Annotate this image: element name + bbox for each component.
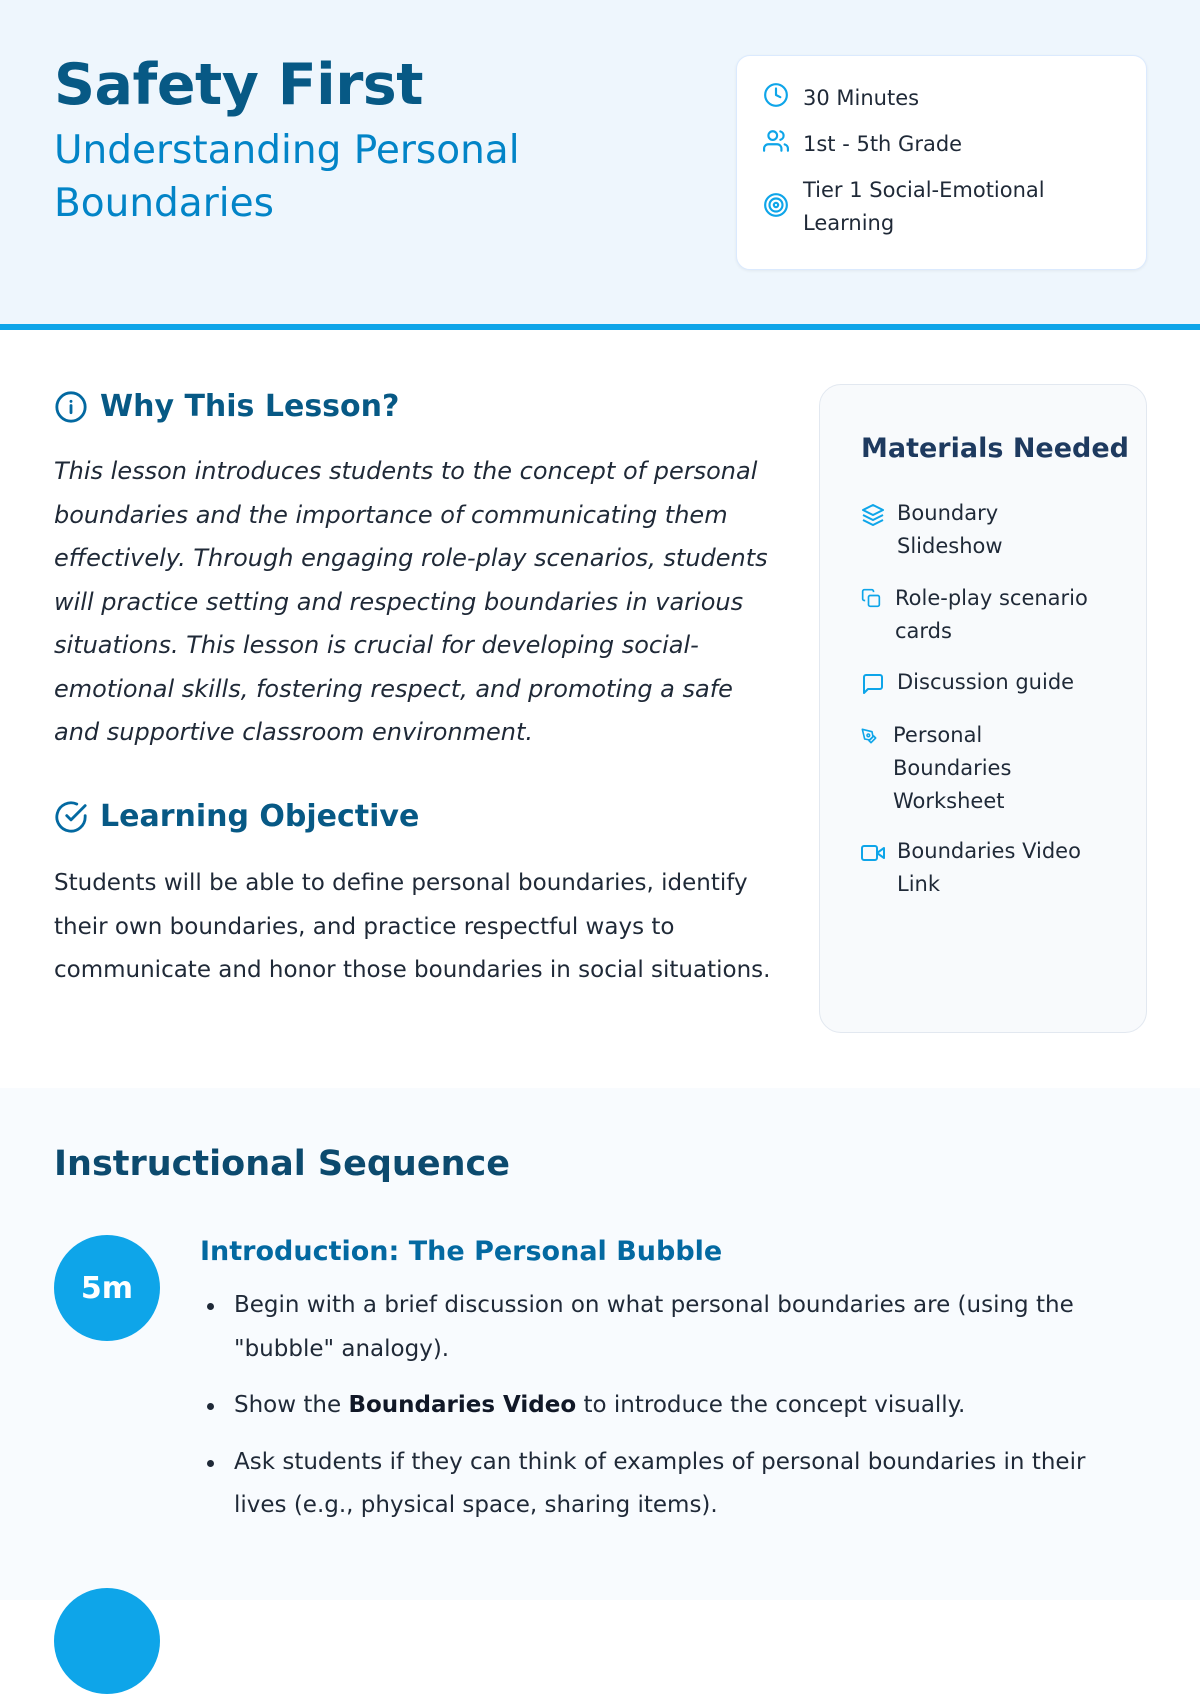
tier-text: Tier 1 Social-Emotional Learning — [803, 178, 1045, 235]
page-subtitle: Understanding Personal Boundaries — [54, 128, 520, 226]
lesson-header — [0, 0, 1200, 330]
material-item — [861, 719, 1033, 818]
step-bullet: Show the Boundaries Video to introduce the concept visually. — [200, 1384, 1120, 1428]
duration-badge: 5m — [54, 1235, 160, 1341]
materials-card — [819, 384, 1147, 1033]
material-item — [861, 835, 1107, 901]
why-heading — [54, 389, 399, 424]
next-duration-badge — [54, 1588, 160, 1694]
material-label: Role-play scenario cards — [895, 586, 1088, 643]
material-label: Personal Boundaries Worksheet — [893, 723, 1012, 813]
tier-info — [763, 174, 1073, 240]
clock-icon — [763, 82, 789, 108]
step-title: Introduction: The Personal Bubble — [200, 1236, 723, 1267]
step-bullet-list — [200, 1284, 1120, 1541]
grade-text: 1st - 5th Grade — [803, 132, 963, 156]
sequence-heading: Instructional Sequence — [54, 1144, 510, 1184]
material-item — [861, 666, 1117, 699]
material-label: Boundaries Video Link — [897, 839, 1081, 896]
why-heading-text: Why This Lesson? — [100, 389, 400, 424]
duration-text: 30 Minutes — [803, 86, 920, 110]
materials-heading: Materials Needed — [861, 433, 1130, 464]
lesson-info-card — [736, 55, 1147, 270]
objective-heading-text: Learning Objective — [100, 799, 420, 834]
info-icon — [54, 390, 88, 424]
material-item — [861, 497, 1027, 563]
pen-tool-icon — [861, 728, 877, 744]
material-label: Discussion guide — [897, 670, 1075, 694]
layers-icon — [861, 503, 885, 527]
material-label: Boundary Slideshow — [897, 501, 1003, 558]
message-square-icon — [861, 672, 885, 696]
grade-info — [763, 128, 1073, 161]
instructional-sequence — [0, 1088, 1200, 1600]
page-title: Safety First — [54, 52, 423, 118]
check-circle-icon — [54, 800, 88, 834]
users-icon — [763, 128, 789, 154]
why-paragraph: This lesson introduces students to the concept of personal boundaries and the importance of communicating them effectively. Through engaging role-play scenarios, students will practice setting and respecting boundaries in various situations. This lesson is crucial for developing social-emotional skills, fostering respect, and promoting a safe and supportive classroom environment. — [54, 457, 768, 746]
objective-paragraph: Students will be able to define personal boundaries, identify their own boundaries, and practice respectful ways to communicate and honor those boundaries in social situations. — [54, 870, 771, 983]
copy-icon — [861, 588, 881, 608]
target-icon — [763, 192, 789, 218]
step-bullet: Ask students if they can think of examples of personal boundaries in their lives (e.g., physical space, sharing items). — [200, 1441, 1120, 1528]
material-item — [861, 582, 1110, 648]
step-bullet: Begin with a brief discussion on what personal boundaries are (using the "bubble" analogy). — [200, 1284, 1120, 1371]
objective-heading — [54, 799, 419, 834]
duration-info — [763, 82, 1073, 115]
video-icon — [861, 841, 885, 865]
